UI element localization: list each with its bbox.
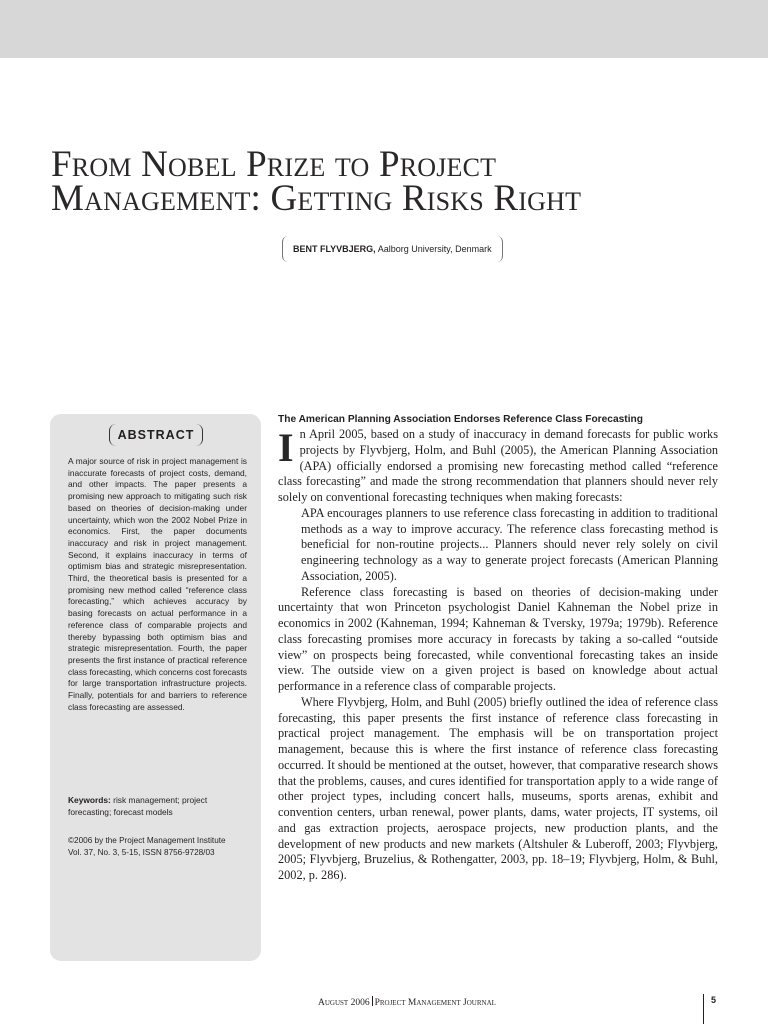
keywords-label: Keywords:: [68, 795, 111, 805]
footer-journal: Project Management Journal: [374, 998, 496, 1008]
page-number: 5: [711, 995, 717, 1005]
article-title: From Nobel Prize to Project Management: Getting Risks Right: [51, 144, 582, 219]
paragraph-3: Where Flyvbjerg, Holm, and Buhl (2005) briefly outlined the idea of reference class forecasting, this paper presents the first instance of reference class forecasting in practical project management. The emphasis will be on transportation project management, because this is where the first instance of reference class forecasting occurred. It should be mentioned at the outset, however, that comparative research shows that the problems, causes, and cures identified for transportation apply to a wide range of other project types, including concert halls, museums, sports arenas, exhibit and convention centers, urban renewal, power plants, dams, water projects, IT systems, oil and gas extraction projects, aerospace projects, new production plants, and the development of new products and new markets (Altshuler & Luberoff, 2003; Flyvbjerg, 2005; Flyvbjerg, Bruzelius, & Rothengatter, 2003, pp. 18–19; Flyvbjerg, Holm, & Buhl, 2002, p. 286).: [278, 694, 718, 882]
paragraph-intro-text: n April 2005, based on a study of inaccuracy in demand forecasts for public works projects by Flyvbjerg, Holm, and Buhl (2005), the American Planning Association (APA) officially endorsed a promising new forecasting method called “reference class forecasting” and made the strong recommendation that planners should never rely solely on conventional forecasting techniques when making forecasts:: [278, 427, 718, 504]
author-byline: [282, 236, 503, 262]
abstract-text: A major source of risk in project management is inaccurate forecasts of project costs, demand, and other impacts. The paper presents a promising new approach to mitigating such risk based on theories of decision-making under uncertainty, which won the 2002 Nobel Prize in economics. First, the paper documents inaccuracy and risk in project management. Second, it explains inaccuracy in terms of optimism bias and strategic misrepresentation. Third, the theoretical basis is presented for a promising new method called “reference class forecasting,” which achieves accuracy by basing forecasts on actual performance in a reference class of comparable projects and thereby bypassing both optimism bias and strategic misrepresentation. Fourth, the paper presents the first instance of practical reference class forecasting, which concerns cost forecasts for large transportation infrastructure projects. Finally, potentials for and barriers to reference class forecasting are assessed.: [68, 456, 247, 712]
copyright-line-2: Vol. 37, No. 3, 5-15, ISSN 8756-9728/03: [68, 847, 215, 857]
author-affiliation: Aalborg University, Denmark: [377, 244, 492, 254]
footer-divider: [372, 996, 373, 1006]
copyright-notice: [68, 835, 247, 858]
paragraph-intro: [278, 427, 718, 506]
body-column: [278, 427, 718, 884]
page-number-rule: [703, 994, 704, 1024]
drop-cap: I: [278, 425, 294, 470]
author-name: BENT FLYVBJERG,: [293, 244, 376, 254]
abstract-heading: ABSTRACT: [109, 424, 203, 446]
keywords: [68, 795, 247, 818]
block-quote: APA encourages planners to use reference class forecasting in addition to traditional methods as a way to improve accuracy. The reference class forecasting method is beneficial for non-routine projects... Planners should never rely solely on civil engineering technology as a way to generate project forecasts (American Planning Association, 2005).: [301, 505, 718, 583]
copyright-line-1: ©2006 by the Project Management Institute: [68, 836, 226, 845]
running-footer: [318, 996, 496, 1008]
abstract-panel: [50, 414, 261, 961]
paragraph-2: Reference class forecasting is based on theories of decision-making under uncertainty that won Princeton psychologist Daniel Kahneman the Nobel prize in economics in 2002 (Kahneman, 1994; Kahneman & Tversky, 1979a; 1979b). Reference class forecasting promises more accuracy in forecasts by taking a so-called “outside view” on prospects being forecasted, while conventional forecasting takes an inside view. The outside view on a given project is based on knowledge about actual performance in a reference class of comparable projects.: [278, 584, 718, 693]
section-heading: The American Planning Association Endorses Reference Class Forecasting: [278, 414, 643, 425]
keywords-text: risk management; project forecasting; forecast models: [68, 795, 208, 817]
top-band: [0, 0, 768, 58]
footer-date: August 2006: [318, 998, 370, 1008]
